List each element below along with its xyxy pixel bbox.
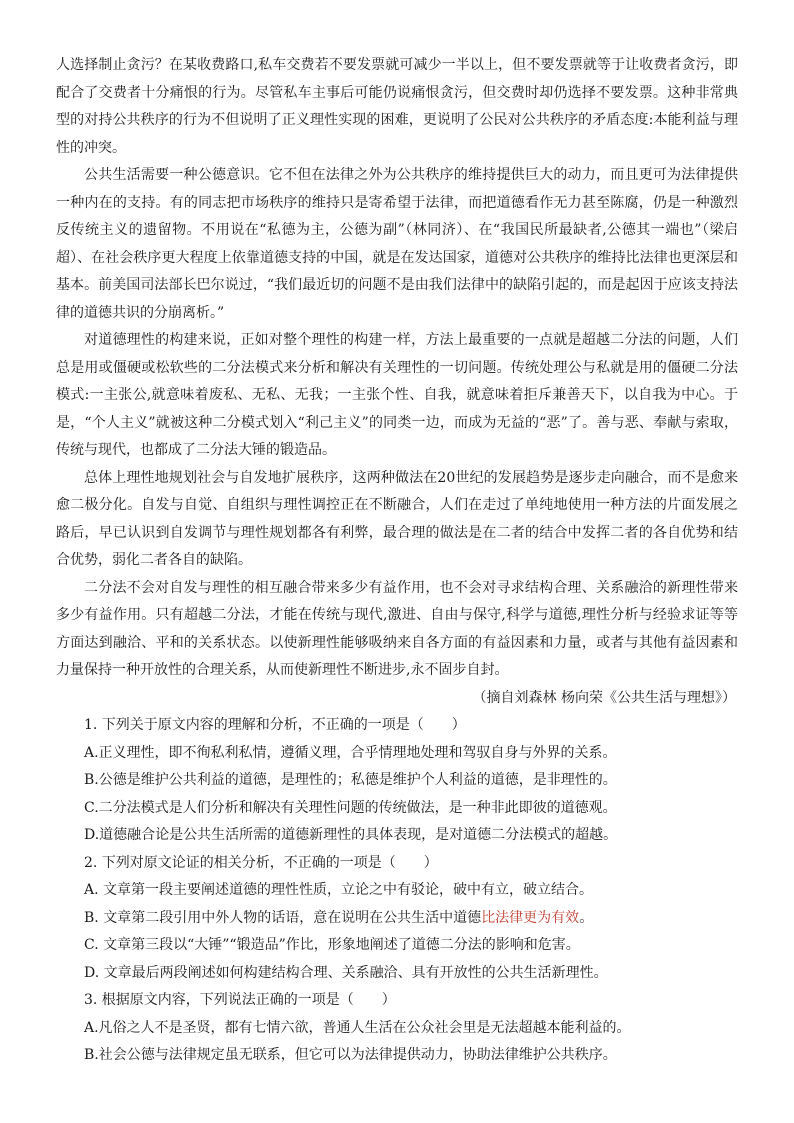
question-3-option-a: A.凡俗之人不是圣贤，都有七情六欲，普通人生活在公众社会里是无法超越本能利益的。 xyxy=(84,1019,631,1036)
question-1-option-c: C.二分法模式是人们分析和解决有关理性问题的传统做法，是一种非此即彼的道德观。 xyxy=(84,799,617,816)
question-2-option-d: D. 文章最后两段阐述如何构建结构合理、关系融洽、具有开放性的公共生活新理性。 xyxy=(84,964,608,981)
question-2-option-b-text: B. 文章第二段引用中外人物的话语，意在说明在公共生活中道德 xyxy=(84,909,482,926)
question-3-stem: 3. 根据原文内容，下列说法正确的一项是（ ） xyxy=(84,992,396,1008)
paragraph-2: 公共生活需要一种公德意识。它不但在法律之外为公共秩序的维持提供巨大的动力，而且更可为法律提供一种内在的支持。有的同志把市场秩序的维持只是寄希望于法律，而把道德看作无力甚至陈腐，仍是一种激烈反传统主义的遗留物。不用说在“私德为主，公德为副”（林同济）、在“我国民所最缺者,公德其一端也”（梁启超）、在社会秩序更大程度上依靠道德支持的中国，就是在发达国家，道德对公共秩序的维持比法律也更深层和基本。前美国司法部长巴尔说过，“我们最近切的问题不是由我们法律中的缺陷引起的，而是起因于应该支持法律的道德共识的分崩离析。” xyxy=(56,167,738,321)
paragraph-5: 二分法不会对自发与理性的相互融合带来多少有益作用，也不会对寻求结构合理、关系融洽的新理性带来多少有益作用。只有超越二分法，才能在传统与现代,激进、自由与保守,科学与道德,理性分析与经验求证等等方面达到融洽、平和的关系状态。以使新理性能够吸纳来自各方面的有益因素和力量，或者与其他有益因素和力量保持一种开放性的合理关系，从而使新理性不断进步,永不固步自封。 xyxy=(56,579,738,678)
question-2-option-c: C. 文章第三段以“大锤”“锻造品”作比，形象地阐述了道德二分法的影响和危害。 xyxy=(84,937,580,953)
question-2-option-b-highlight: 比法律更为有效 xyxy=(481,909,580,926)
paragraph-4: 总体上理性地规划社会与自发地扩展秩序，这两种做法在20世纪的发展趋势是逐步走向融合，而不是愈来愈二极分化。自发与自觉、自组织与理性调控正在不断融合，人们在走过了单纯地使用一种方法的片面发展之路后，早已认识到自发调节与理性规划都各有利弊，最合理的做法是在二者的结合中发挥二者的各自优势和结合优势，弱化二者各自的缺陷。 xyxy=(56,469,738,568)
question-2-option-a: A. 文章第一段主要阐述道德的理性性质，立论之中有驳论，破中有立，破立结合。 xyxy=(84,882,594,898)
question-2-stem: 2. 下列对原文论证的相关分析，不正确的一项是（ ） xyxy=(84,854,438,871)
document-page xyxy=(56,52,738,1070)
source-citation: （摘自刘森林 杨向荣《公共生活与理想》） xyxy=(472,689,736,706)
paragraph-1: 人选择制止贪污？在某收费路口,私车交费若不要发票就可减少一半以上，但不要发票就等于让收费者贪污，即配合了交费者十分痛恨的行为。尽管私车主事后可能仍说痛恨贪污，但交费时却仍选择不要发票。这种非常典型的对持公共秩序的行为不但说明了正义理性实现的困难，更说明了公民对公共秩序的矛盾态度:本能利益与理性的冲突。 xyxy=(56,57,738,156)
question-2-option-b xyxy=(56,905,738,933)
question-3-option-b: B.社会公德与法律规定虽无联系，但它可以为法律提供动力，协助法律维护公共秩序。 xyxy=(84,1047,617,1063)
question-2-option-b-end: 。 xyxy=(579,909,594,926)
question-1-option-b: B.公德是维护公共利益的道德，是理性的；私德是维护个人利益的道德，是非理性的。 xyxy=(84,772,617,788)
question-1-option-d: D.道德融合论是公共生活所需的道德新理性的具体表现，是对道德二分法模式的超越。 xyxy=(84,827,618,843)
paragraph-3: 对道德理性的构建来说，正如对整个理性的构建一样，方法上最重要的一点就是超越二分法的问题，人们总是用或僵硬或松软些的二分法模式来分析和解决有关理性的一切问题。传统处理公与私就是用的僵硬二分法模式:一主张公,就意味着废私、无私、无我；一主张个性、自我，就意味着拒斥兼善天下，以自我为中心。于是，“个人主义”就被这种二分模式划入“利己主义”的同类一边，而成为无益的“恶”了。善与恶、奉献与索取，传统与现代，也都成了二分法大锤的锻造品。 xyxy=(56,332,738,458)
question-1-option-a: A.正义理性，即不徇私利私情，遵循义理，合乎情理地处理和驾驭自身与外界的关系。 xyxy=(84,744,617,761)
question-1-stem: 1. 下列关于原文内容的理解和分析，不正确的一项是（ ） xyxy=(84,717,466,733)
